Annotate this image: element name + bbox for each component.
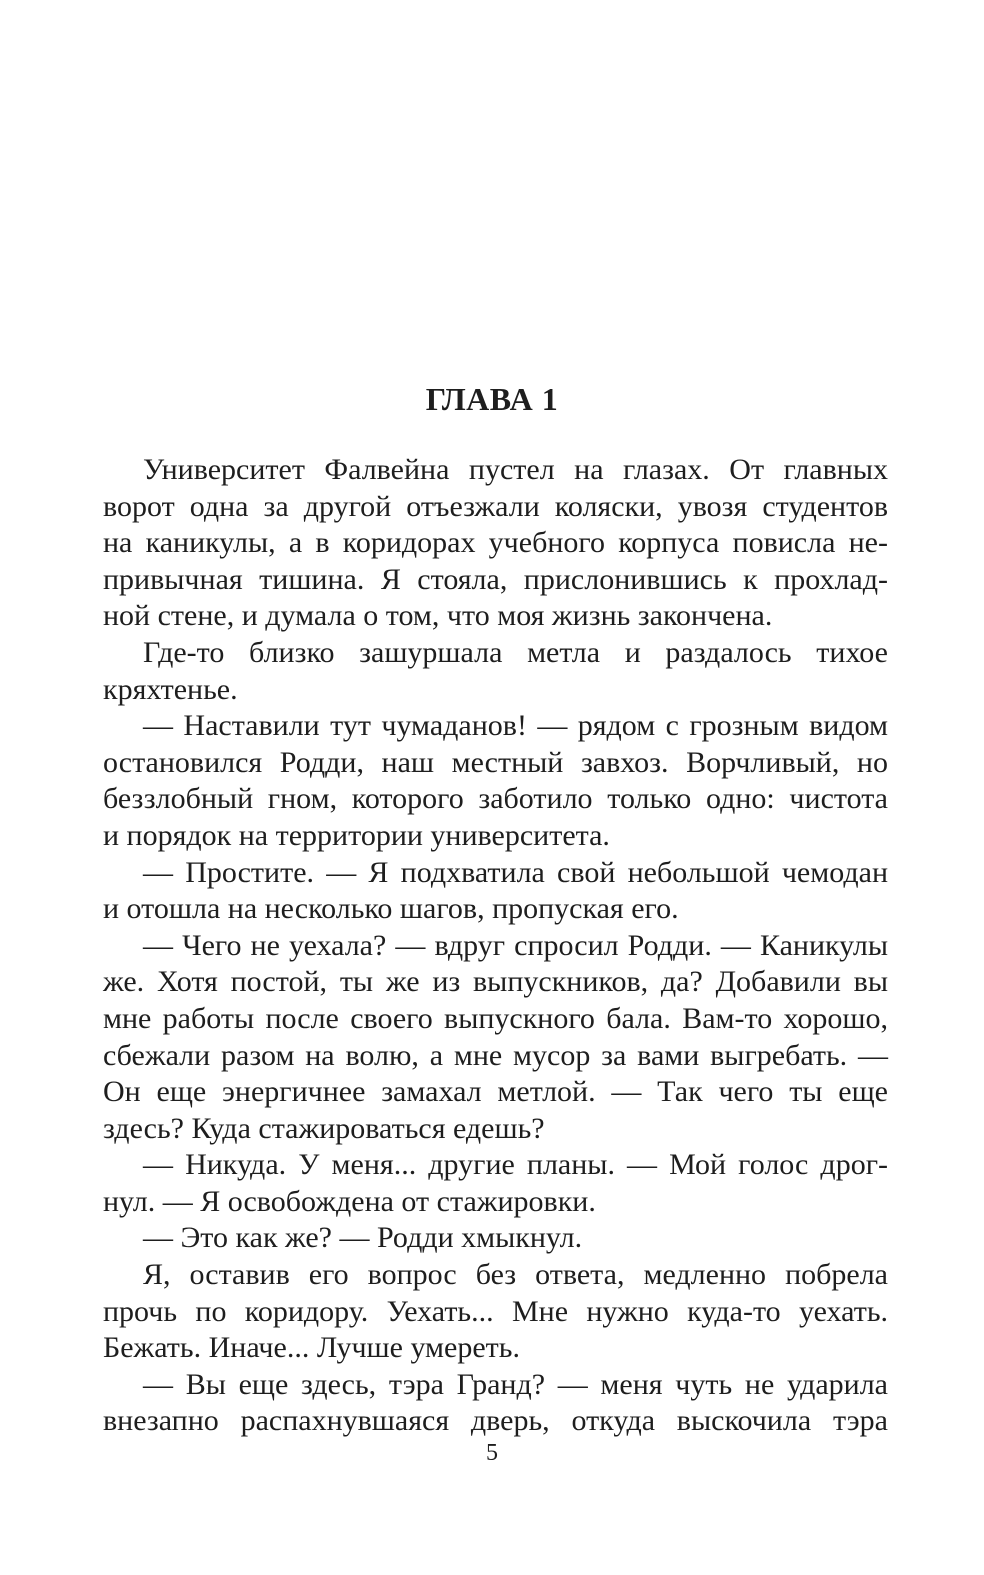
text-line: беззлобный гном, которого заботило только одно: чистота: [103, 782, 888, 816]
text-line: привычная тишина. Я стояла, прислонившись к прохлад-: [103, 562, 888, 596]
text-line: — Наставили тут чумаданов! — рядом с грозным видом: [143, 709, 888, 743]
text-line: нул. — Я освобождена от стажировки.: [103, 1184, 596, 1218]
text-line: прочь по коридору. Уехать... Мне нужно куда-то уехать.: [103, 1294, 888, 1328]
text-line: — Никуда. У меня... другие планы. — Мой голос дрог-: [143, 1148, 888, 1182]
body-text: [103, 452, 888, 1440]
text-line: ворот одна за другой отъезжали коляски, увозя студентов: [103, 489, 888, 523]
text-line: — Это как же? — Родди хмыкнул.: [143, 1221, 583, 1255]
text-line: остановился Родди, наш местный завхоз. Ворчливый, но: [103, 745, 888, 779]
text-line: — Вы еще здесь, тэра Гранд? — меня чуть не ударила: [143, 1367, 888, 1401]
text-line: на каникулы, а в коридорах учебного корпуса повисла не-: [103, 526, 888, 560]
text-line: и отошла на несколько шагов, пропуская его.: [103, 892, 679, 926]
text-line: Университет Фалвейна пустел на глазах. От главных: [143, 453, 888, 486]
text-line: Он еще энергичнее замахал метлой. — Так чего ты еще: [103, 1075, 888, 1109]
text-line: ной стене, и думала о том, что моя жизнь закончена.: [103, 599, 773, 633]
text-line: сбежали разом на волю, а мне мусор за вами выгребать. —: [103, 1038, 888, 1072]
text-line: — Простите. — Я подхватила свой небольшой чемодан: [143, 855, 888, 889]
chapter-title: ГЛАВА 1: [425, 381, 559, 417]
text-line: здесь? Куда стажироваться едешь?: [103, 1111, 545, 1145]
text-line: мне работы после своего выпускного бала. Вам-то хорошо,: [103, 1001, 888, 1035]
text-line: внезапно распахнувшаяся дверь, откуда выскочила тэра: [103, 1404, 888, 1438]
text-line: кряхтенье.: [103, 672, 238, 706]
page-number: 5: [486, 1440, 498, 1466]
text-line: — Чего не уехала? — вдруг спросил Родди. — Каникулы: [143, 928, 888, 962]
text-line: Бежать. Иначе... Лучше умереть.: [103, 1331, 520, 1365]
text-line: Где-то близко зашуршала метла и раздалось тихое: [143, 635, 888, 669]
text-line: же. Хотя постой, ты же из выпускников, да? Добавили вы: [103, 965, 888, 999]
text-line: Я, оставив его вопрос без ответа, медленно побрела: [143, 1258, 888, 1292]
text-line: и порядок на территории университета.: [103, 818, 610, 852]
